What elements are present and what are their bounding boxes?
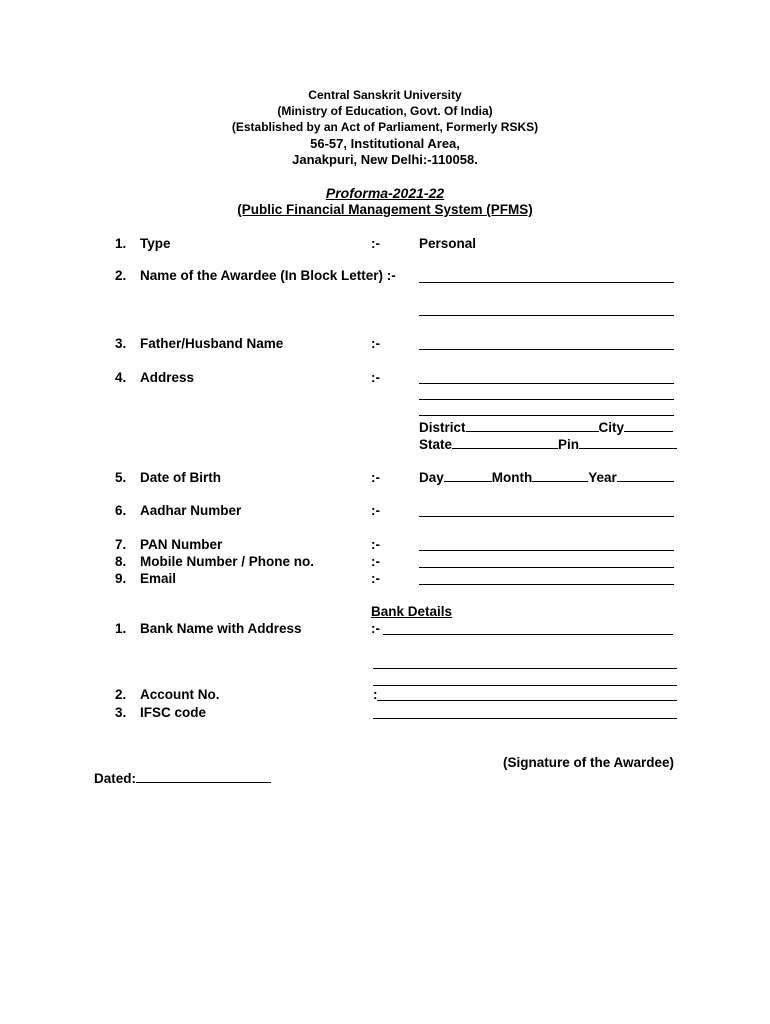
address-line-1: 56-57, Institutional Area, [310,136,460,151]
field-sep-type: :- [371,236,380,251]
dated-label: Dated: [94,771,137,786]
day-label: Day [419,470,444,485]
bank-num-1: 1. [115,621,127,636]
dob-line [419,470,674,485]
bank-address-blank-2[interactable] [373,685,677,686]
name-blank-2[interactable] [419,315,674,316]
state-label: State [419,437,453,452]
field-sep-email: :- [371,571,380,586]
field-num-2: 2. [115,268,127,283]
field-label-father-husband: Father/Husband Name [140,336,284,351]
dated-line [94,771,271,786]
field-sep-address: :- [371,370,380,385]
state-blank[interactable] [452,437,558,449]
address-line-2: Janakpuri, New Delhi:-110058. [292,152,478,167]
pin-label: Pin [558,437,580,452]
field-num-6: 6. [115,503,127,518]
field-label-address: Address [140,370,195,385]
aadhar-blank[interactable] [419,516,674,517]
field-num-1: 1. [115,236,127,251]
address-blank-1[interactable] [419,383,674,384]
month-blank[interactable] [532,470,588,482]
field-num-4: 4. [115,370,127,385]
bank-name-blank[interactable] [383,634,673,635]
name-blank-1[interactable] [419,282,674,283]
signature-label: (Signature of the Awardee) [502,755,674,770]
email-blank[interactable] [419,584,674,585]
field-sep-father: :- [371,336,380,351]
field-num-8: 8. [115,554,127,569]
field-num-9: 9. [115,571,127,586]
year-blank[interactable] [617,470,674,482]
field-label-dob: Date of Birth [140,470,221,485]
address-blank-3[interactable] [419,415,674,416]
field-sep-aadhar: :- [371,503,380,518]
bank-details-heading: Bank Details [371,604,453,619]
field-sep-mobile: :- [371,554,380,569]
bank-label-name-address: Bank Name with Address [140,621,302,636]
pin-blank[interactable] [579,437,677,449]
day-blank[interactable] [444,470,492,482]
field-label-name: Name of the Awardee (In Block Letter) :- [140,268,396,283]
address-blank-2[interactable] [419,399,674,400]
ifsc-blank[interactable] [373,718,677,719]
bank-address-blank-1[interactable] [373,668,677,669]
year-label: Year [588,470,617,485]
bank-sep-account: : [373,687,378,702]
proforma-title: Proforma-2021-22 [325,185,445,201]
field-label-pan: PAN Number [140,537,223,552]
city-label: City [598,420,625,435]
pan-blank[interactable] [419,550,674,551]
city-blank[interactable] [624,420,673,432]
bank-label-account: Account No. [140,687,220,702]
bank-label-ifsc: IFSC code [140,705,207,720]
district-blank[interactable] [466,420,599,432]
field-num-5: 5. [115,470,127,485]
account-blank[interactable] [377,700,677,701]
university-name: Central Sanskrit University [308,88,462,102]
district-city-line [419,420,673,435]
field-label-email: Email [140,571,177,586]
field-sep-pan: :- [371,537,380,552]
field-label-mobile: Mobile Number / Phone no. [140,554,315,569]
field-sep-dob: :- [371,470,380,485]
state-pin-line [419,437,677,452]
bank-num-3: 3. [115,705,127,720]
mobile-blank[interactable] [419,567,674,568]
ministry-line: (Ministry of Education, Govt. Of India) [277,104,493,118]
bank-sep-name: :- [371,621,380,636]
month-label: Month [491,470,533,485]
field-label-aadhar: Aadhar Number [140,503,242,518]
type-value: Personal [419,236,477,251]
pfms-title: (Public Financial Management System (PFMS) [237,202,533,217]
father-husband-blank[interactable] [419,349,674,350]
field-num-3: 3. [115,336,127,351]
field-label-type: Type [140,236,171,251]
district-label: District [419,420,466,435]
dated-blank[interactable] [136,771,271,783]
established-line: (Established by an Act of Parliament, Formerly RSKS) [231,120,539,134]
field-num-7: 7. [115,537,127,552]
bank-num-2: 2. [115,687,127,702]
